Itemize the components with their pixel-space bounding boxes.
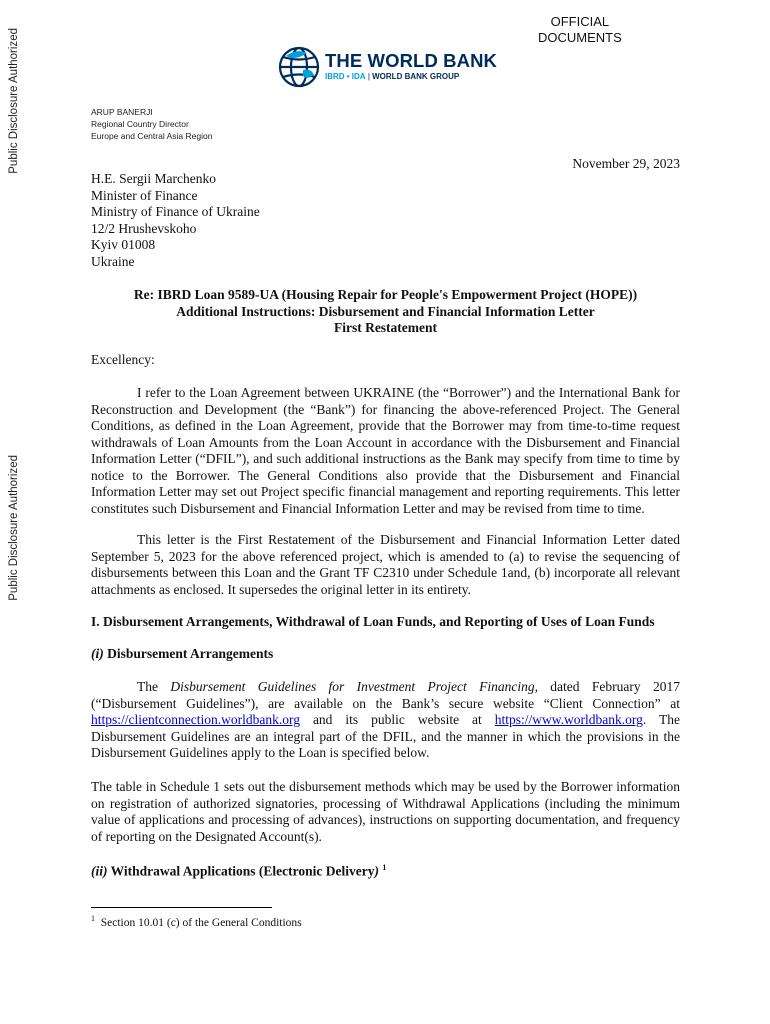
sender-name: ARUP BANERJI (91, 107, 153, 117)
sender-region: Europe and Central Asia Region (91, 131, 213, 141)
subject-line-1: Re: IBRD Loan 9589-UA (Housing Repair for People's Empowerment Project (HOPE)) (133, 287, 638, 302)
client-connection-link[interactable]: https://clientconnection.worldbank.org (91, 712, 300, 727)
logo-ibrd-ida: IBRD • IDA (325, 72, 366, 81)
paragraph-loan-agreement: I refer to the Loan Agreement between UKRAINE (the “Borrower”) and the International Bank for Reconstruction and Development (the “Bank”) for financing the above-referenced Project. The General Conditions, as defined in the Loan Agreement, provide that the Borrower may from time-to-time request withdrawals of Loan Amounts from the Loan Account in accordance with the Disbursement and Financial Information Letter (“DFIL”), and such additional instructions as the Bank may specify from time to time by notice to the Borrower. The General Conditions also provide that the Disbursement and Financial Information Letter may set out Project specific financial management and reporting requirements. This letter constitutes such Disbursement and Financial Information Letter and may be revised from time to time. (91, 385, 680, 516)
subheading-title: Withdrawal Applications (Electronic Delivery (107, 863, 375, 879)
recipient-line: Ukraine (91, 253, 135, 269)
recipient-line: 12/2 Hrushevskoho (91, 220, 197, 236)
stamp-line-1: OFFICIAL (550, 14, 610, 29)
text-span: . The Disbursement Guidelines are an integral part of the DFIL, and the manner in which the provisions in the Disbursement Guidelines apply to the Loan is specified below. (91, 712, 680, 760)
footnote-divider (91, 907, 272, 908)
text-span: dated February 2017 (“Disbursement Guidelines”), are available on the Bank’s secure website “Client Connection” at (91, 679, 680, 711)
footnote (91, 914, 302, 929)
recipient-address (91, 171, 260, 270)
subheading-title: Disbursement Arrangements (103, 646, 274, 661)
sender-title: Regional Country Director (91, 119, 189, 129)
subject-block (91, 287, 680, 337)
recipient-line: Minister of Finance (91, 187, 198, 203)
subheading-disbursement-arrangements (91, 646, 680, 663)
subheading-number: (i) (91, 646, 104, 661)
footnote-reference[interactable]: 1 (382, 863, 387, 872)
section-heading-disbursement: I. Disbursement Arrangements, Withdrawal of Loan Funds, and Reporting of Uses of Loan Funds (91, 614, 655, 629)
stamp-line-2: DOCUMENTS (538, 30, 622, 45)
paragraph-disbursement-guidelines (91, 679, 680, 762)
official-documents-stamp (538, 14, 622, 46)
globe-icon (277, 44, 321, 90)
subheading-withdrawal-applications (91, 860, 680, 880)
logo-separator: | (367, 72, 370, 81)
paragraph-schedule-table: The table in Schedule 1 sets out the disbursement methods which may be used by the Borrower information on registration of authorized signatories, processing of Withdrawal Applications (including the minimum value of applications and processing of advances), instructions on supporting documentation, and frequency of reporting on the Designated Account(s). (91, 779, 680, 844)
side-label-middle: Public Disclosure Authorized (8, 455, 20, 601)
subject-line-2: Additional Instructions: Disbursement and Financial Information Letter (176, 303, 595, 319)
footnote-text: Section 10.01 (c) of the General Conditions (100, 916, 302, 929)
text-span: and its public website at (299, 712, 495, 727)
guidelines-title: Disbursement Guidelines for Investment Project Financing, (170, 679, 538, 694)
salutation: Excellency: (91, 352, 155, 367)
worldbank-link[interactable]: https://www.worldbank.org (494, 712, 643, 727)
subject-line-3: First Restatement (333, 320, 438, 335)
recipient-line: Kyiv 01008 (91, 237, 156, 252)
world-bank-logo (277, 44, 577, 94)
logo-name: THE WORLD BANK (325, 50, 497, 71)
letter-date: November 29, 2023 (572, 156, 680, 171)
recipient-line: Ministry of Finance of Ukraine (91, 204, 260, 219)
sender-block (91, 106, 212, 142)
recipient-line: H.E. Sergii Marchenko (91, 171, 216, 186)
subheading-number: (ii) (91, 863, 108, 879)
logo-group: WORLD BANK GROUP (372, 72, 460, 81)
subheading-close-paren: ) (374, 863, 379, 879)
side-label-top: Public Disclosure Authorized (8, 28, 20, 174)
footnote-number: 1 (91, 914, 95, 923)
logo-subtitle (325, 72, 459, 81)
paragraph-first-restatement: This letter is the First Restatement of the Disbursement and Financial Information Letter dated September 5, 2023 for the above referenced project, which is amended to (a) to revise the sequencing of disbursements between this Loan and the Grant TF C2310 under Schedule 1and, (b) incorporate all relevant attachments as enclosed. It supersedes the original letter in its entirety. (91, 532, 680, 597)
text-span: The (137, 679, 171, 694)
